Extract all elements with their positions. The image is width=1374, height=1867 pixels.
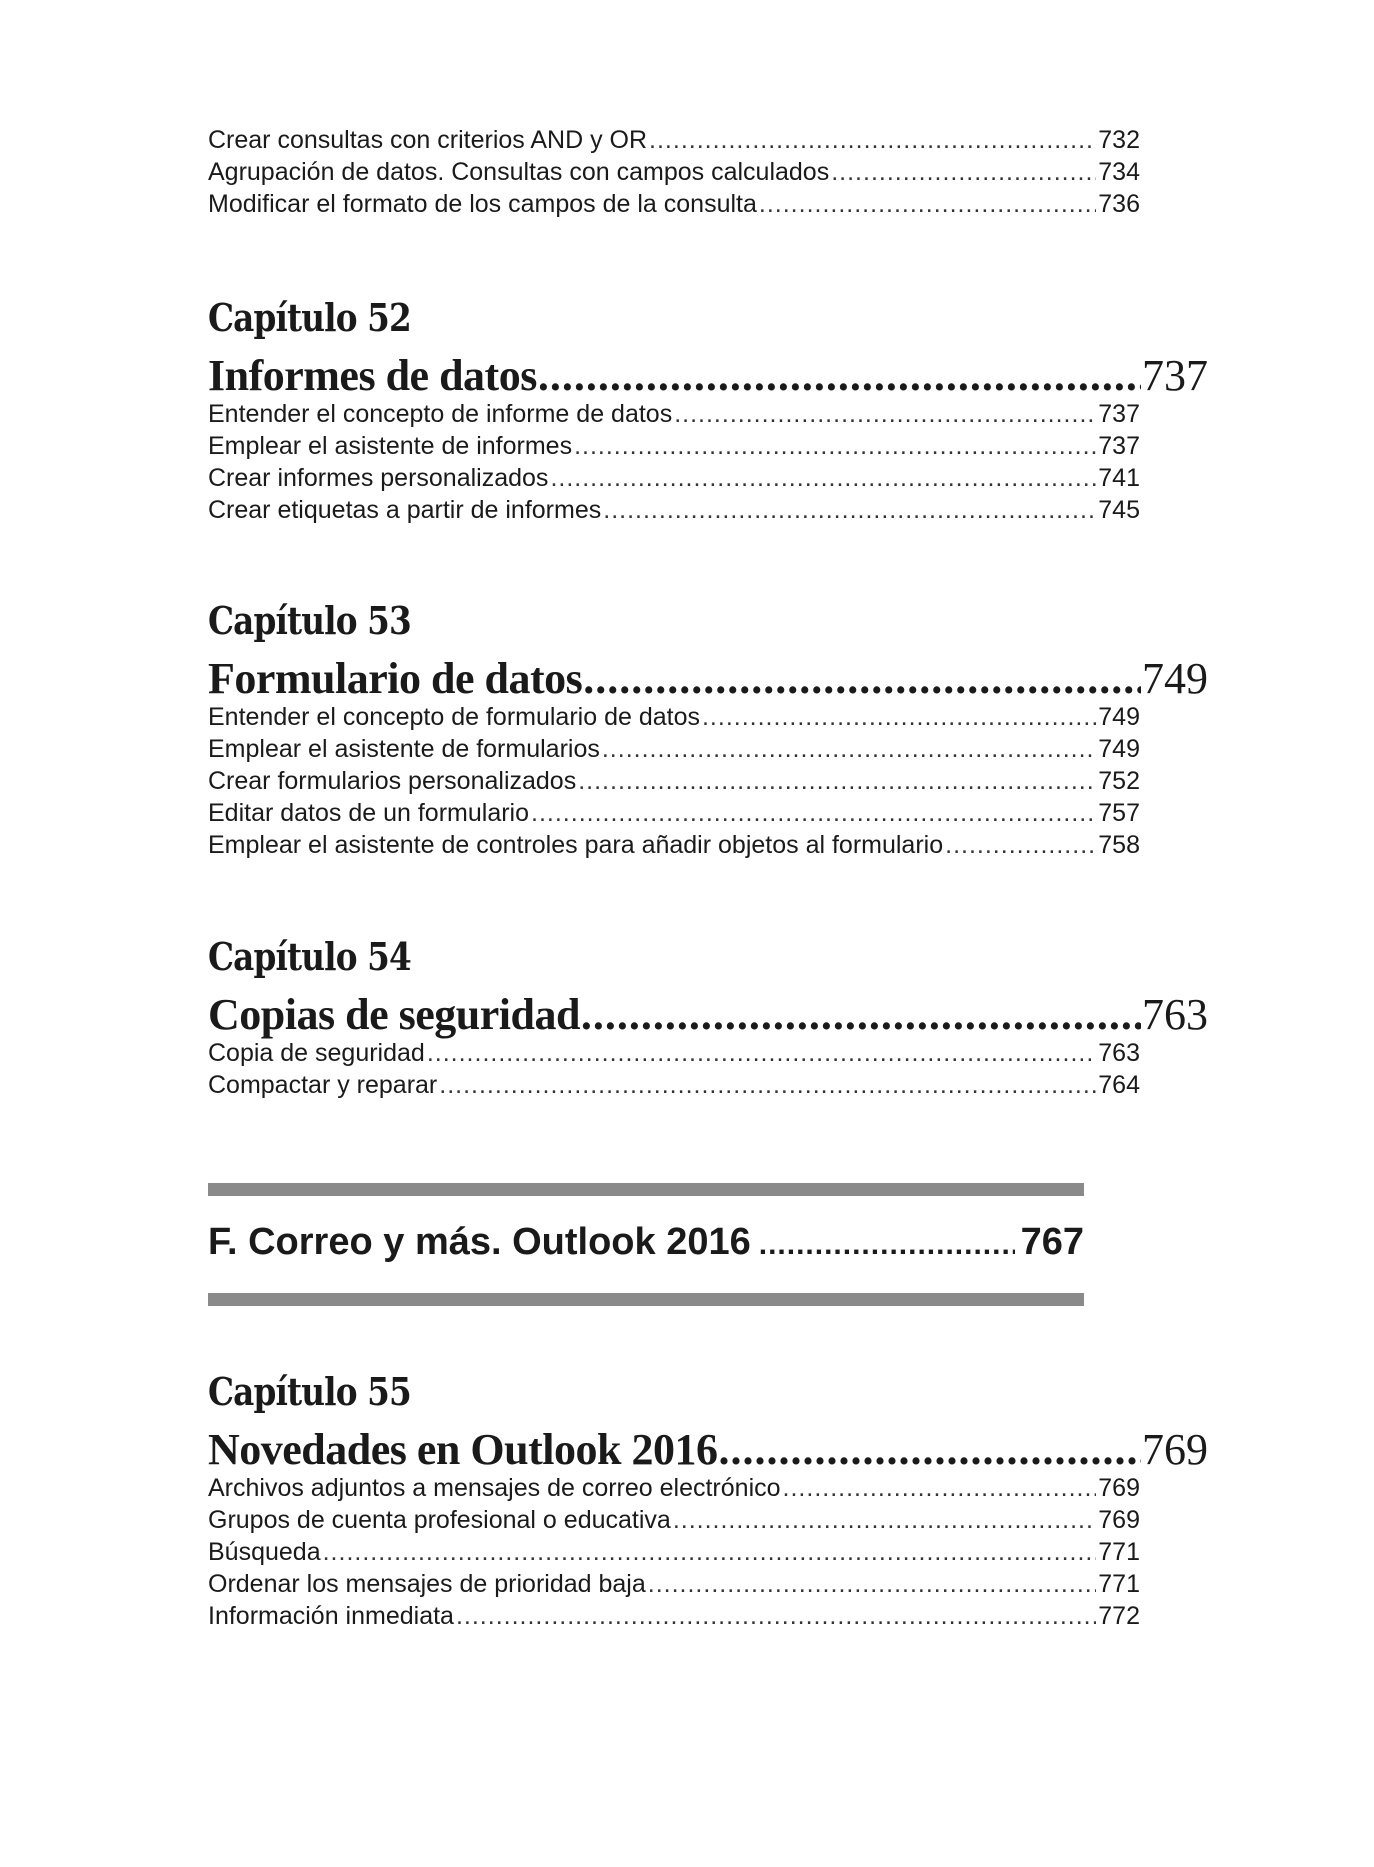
toc-entry[interactable] bbox=[208, 1037, 1140, 1069]
toc-entry-page: 749 bbox=[1098, 703, 1140, 731]
chapter-number: Capítulo 54 bbox=[208, 934, 411, 979]
toc-entry-page: 737 bbox=[1098, 432, 1140, 460]
toc-entry-label: Información inmediata bbox=[208, 1602, 454, 1630]
toc-entry-label: Modificar el formato de los campos de la consulta bbox=[208, 190, 757, 218]
part-divider-top bbox=[208, 1183, 1084, 1196]
toc-entry-label: Crear informes personalizados bbox=[208, 464, 549, 492]
toc-entry-page: 732 bbox=[1098, 126, 1140, 154]
toc-entry[interactable] bbox=[208, 398, 1140, 430]
chapter-title-page: 749 bbox=[1142, 654, 1208, 703]
dot-leader bbox=[783, 1472, 1097, 1504]
toc-entry[interactable] bbox=[208, 765, 1140, 797]
toc-entry-label: Archivos adjuntos a mensajes de correo electrónico bbox=[208, 1474, 781, 1502]
dot-leader bbox=[531, 797, 1096, 829]
toc-entry-page: 752 bbox=[1098, 767, 1140, 795]
chapter-number: Capítulo 52 bbox=[208, 295, 411, 340]
dot-leader bbox=[759, 188, 1096, 220]
part-title-label: F. Correo y más. Outlook 2016 bbox=[208, 1221, 751, 1263]
toc-entry-page: 737 bbox=[1098, 400, 1140, 428]
dot-leader bbox=[439, 1069, 1096, 1101]
part-divider-bottom bbox=[208, 1293, 1084, 1306]
toc-entry-label: Búsqueda bbox=[208, 1538, 321, 1566]
dot-leader bbox=[323, 1536, 1097, 1568]
toc-entry-page: 734 bbox=[1098, 158, 1140, 186]
toc-entry-label: Emplear el asistente de controles para añadir objetos al formulario bbox=[208, 831, 944, 859]
chapter-title-page: 769 bbox=[1142, 1425, 1208, 1474]
toc-entry-page: 745 bbox=[1098, 496, 1140, 524]
dot-leader bbox=[574, 430, 1096, 462]
dot-leader bbox=[648, 1568, 1097, 1600]
toc-entry-label: Emplear el asistente de informes bbox=[208, 432, 573, 460]
toc-entry-page: 764 bbox=[1098, 1071, 1140, 1099]
dot-leader bbox=[456, 1600, 1096, 1632]
chapter-number: Capítulo 55 bbox=[208, 1369, 411, 1414]
toc-entry[interactable] bbox=[208, 1600, 1140, 1632]
toc-entry-page: 736 bbox=[1098, 190, 1140, 218]
toc-entry-label: Agrupación de datos. Consultas con campos calculados bbox=[208, 158, 830, 186]
chapter-title[interactable] bbox=[208, 350, 1208, 402]
toc-entry-label: Crear etiquetas a partir de informes bbox=[208, 496, 602, 524]
toc-entry-label: Compactar y reparar bbox=[208, 1071, 438, 1099]
toc-entry[interactable] bbox=[208, 156, 1140, 188]
toc-entry-page: 772 bbox=[1098, 1602, 1140, 1630]
dot-leader bbox=[538, 350, 1141, 402]
dot-leader bbox=[673, 1504, 1096, 1536]
toc-entry-label: Entender el concepto de informe de datos bbox=[208, 400, 673, 428]
dot-leader bbox=[649, 124, 1096, 156]
chapter-title-label: Informes de datos bbox=[208, 351, 537, 400]
toc-entry-label: Editar datos de un formulario bbox=[208, 799, 530, 827]
part-title[interactable] bbox=[208, 1217, 1084, 1267]
toc-entry[interactable] bbox=[208, 1472, 1140, 1504]
dot-leader bbox=[583, 653, 1141, 705]
dot-leader bbox=[945, 829, 1096, 861]
toc-entry[interactable] bbox=[208, 462, 1140, 494]
toc-entry-label: Crear consultas con criterios AND y OR bbox=[208, 126, 648, 154]
toc-entry[interactable] bbox=[208, 494, 1140, 526]
toc-entry[interactable] bbox=[208, 188, 1140, 220]
dot-leader bbox=[603, 494, 1096, 526]
chapter-title-label: Copias de seguridad bbox=[208, 990, 580, 1039]
toc-entry-label: Crear formularios personalizados bbox=[208, 767, 577, 795]
toc-entry[interactable] bbox=[208, 430, 1140, 462]
toc-entry[interactable] bbox=[208, 1536, 1140, 1568]
toc-entry[interactable] bbox=[208, 1069, 1140, 1101]
dot-leader bbox=[831, 156, 1096, 188]
toc-entry-label: Ordenar los mensajes de prioridad baja bbox=[208, 1570, 646, 1598]
toc-entry[interactable] bbox=[208, 124, 1140, 156]
dot-leader bbox=[759, 1220, 1015, 1267]
toc-entry-label: Entender el concepto de formulario de datos bbox=[208, 703, 700, 731]
toc-entry[interactable] bbox=[208, 1504, 1140, 1536]
chapter-number: Capítulo 53 bbox=[208, 598, 411, 643]
dot-leader bbox=[578, 765, 1096, 797]
toc-entry-label: Grupos de cuenta profesional o educativa bbox=[208, 1506, 671, 1534]
chapter-title[interactable] bbox=[208, 989, 1208, 1041]
dot-leader bbox=[602, 733, 1096, 765]
toc-entry-page: 749 bbox=[1098, 735, 1140, 763]
toc-entry-label: Emplear el asistente de formularios bbox=[208, 735, 600, 763]
toc-entry-page: 757 bbox=[1098, 799, 1140, 827]
chapter-title-page: 737 bbox=[1142, 351, 1208, 400]
toc-entry-label: Copia de seguridad bbox=[208, 1039, 425, 1067]
chapter-title-label: Formulario de datos bbox=[208, 654, 583, 703]
toc-entry-page: 758 bbox=[1098, 831, 1140, 859]
toc-page bbox=[208, 0, 1208, 1867]
toc-entry-page: 771 bbox=[1098, 1538, 1140, 1566]
chapter-title-label: Novedades en Outlook 2016 bbox=[208, 1425, 718, 1474]
toc-entry[interactable] bbox=[208, 733, 1140, 765]
toc-entry[interactable] bbox=[208, 829, 1140, 861]
toc-entry-page: 771 bbox=[1098, 1570, 1140, 1598]
toc-entry[interactable] bbox=[208, 701, 1140, 733]
dot-leader bbox=[702, 701, 1096, 733]
dot-leader bbox=[718, 1424, 1141, 1476]
toc-entry-page: 741 bbox=[1098, 464, 1140, 492]
dot-leader bbox=[674, 398, 1096, 430]
toc-entry-page: 769 bbox=[1098, 1474, 1140, 1502]
toc-entry-page: 763 bbox=[1098, 1039, 1140, 1067]
chapter-title[interactable] bbox=[208, 653, 1208, 705]
part-title-page: 767 bbox=[1020, 1221, 1084, 1263]
toc-entry[interactable] bbox=[208, 797, 1140, 829]
chapter-title[interactable] bbox=[208, 1424, 1208, 1476]
dot-leader bbox=[581, 989, 1141, 1041]
dot-leader bbox=[427, 1037, 1096, 1069]
chapter-title-page: 763 bbox=[1142, 990, 1208, 1039]
dot-leader bbox=[550, 462, 1096, 494]
toc-entry[interactable] bbox=[208, 1568, 1140, 1600]
toc-entry-page: 769 bbox=[1098, 1506, 1140, 1534]
